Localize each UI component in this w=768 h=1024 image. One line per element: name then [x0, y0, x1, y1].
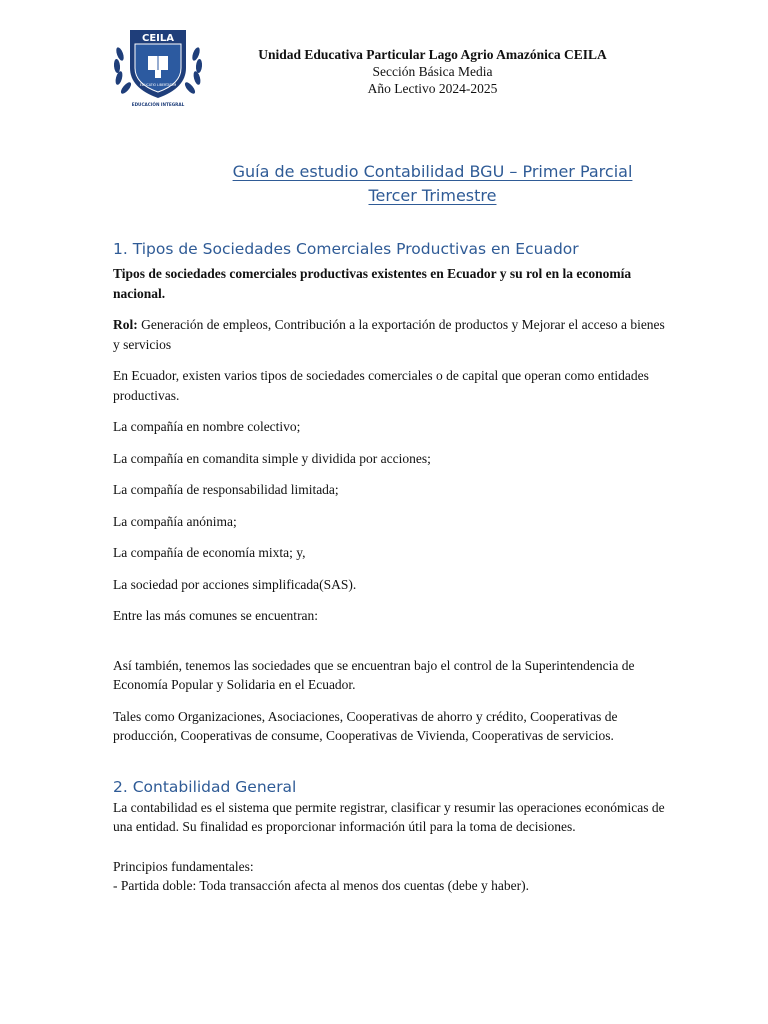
company-type-item: La compañía anónima; [113, 513, 237, 529]
svg-text:EDUCATIO LIBERTATEM: EDUCATIO LIBERTATEM [139, 83, 177, 87]
company-type-item: La sociedad por acciones simplificada(SAS). [113, 576, 357, 592]
common-types-text: Entre las más comunes se encuentran: [113, 608, 319, 623]
school-year: Año Lectivo 2024-2025 [367, 81, 498, 96]
principle-item: - Partida doble: Toda transacción afecta al menos dos cuentas (debe y haber). [113, 878, 530, 893]
rol-paragraph [113, 315, 673, 354]
school-name: Unidad Educativa Particular Lago Agrio Amazónica CEILA [258, 47, 607, 62]
rol-label: Rol: [113, 317, 138, 332]
svg-text:EDUCACIÓN INTEGRAL: EDUCACIÓN INTEGRAL [131, 102, 185, 107]
cooperatives-paragraph: Tales como Organizaciones, Asociaciones, Cooperativas de ahorro y crédito, Cooperativas de producción, Cooperativas de consume, Cooperativas de Vivienda, Cooperativas de servicios. [113, 708, 618, 743]
company-type-item: La compañía de responsabilidad limitada; [113, 482, 339, 497]
company-type-item: La compañía en nombre colectivo; [113, 419, 301, 434]
document-title [160, 160, 705, 208]
superintendencia-paragraph: Así también, tenemos las sociedades que se encuentran bajo el control de la Superintendencia de Economía Popular y Solidaria en el Ecuador. [113, 657, 635, 692]
school-section: Sección Básica Media [372, 64, 493, 79]
svg-text:CEILA: CEILA [141, 33, 175, 44]
rol-text: Generación de empleos, Contribución a la exportación de productos y Mejorar el acceso a bienes y servicios [113, 317, 665, 352]
school-header [240, 46, 625, 97]
section-1-intro-bold: Tipos de sociedades comerciales productivas existentes en Ecuador y su rol en la economía nacional. [113, 266, 632, 301]
school-logo [108, 24, 208, 110]
section-1-intro: En Ecuador, existen varios tipos de sociedades comerciales o de capital que operan como entidades productivas. [113, 368, 649, 403]
section-2-heading: 2. Contabilidad General [113, 777, 297, 796]
title-line-1: Guía de estudio Contabilidad BGU – Primer Parcial [232, 162, 633, 181]
accounting-definition: La contabilidad es el sistema que permite registrar, clasificar y resumir las operaciones económicas de una entidad. Su finalidad es proporcionar información útil para la toma de decisiones. [113, 799, 665, 834]
document-body [113, 238, 673, 896]
company-type-item: La compañía en comandita simple y dividida por acciones; [113, 450, 431, 466]
company-type-item: La compañía de economía mixta; y, [113, 545, 306, 560]
principles-label: Principios fundamentales: [113, 858, 254, 874]
section-1-heading: 1. Tipos de Sociedades Comerciales Productivas en Ecuador [113, 240, 579, 258]
title-line-2: Tercer Trimestre [368, 186, 497, 205]
